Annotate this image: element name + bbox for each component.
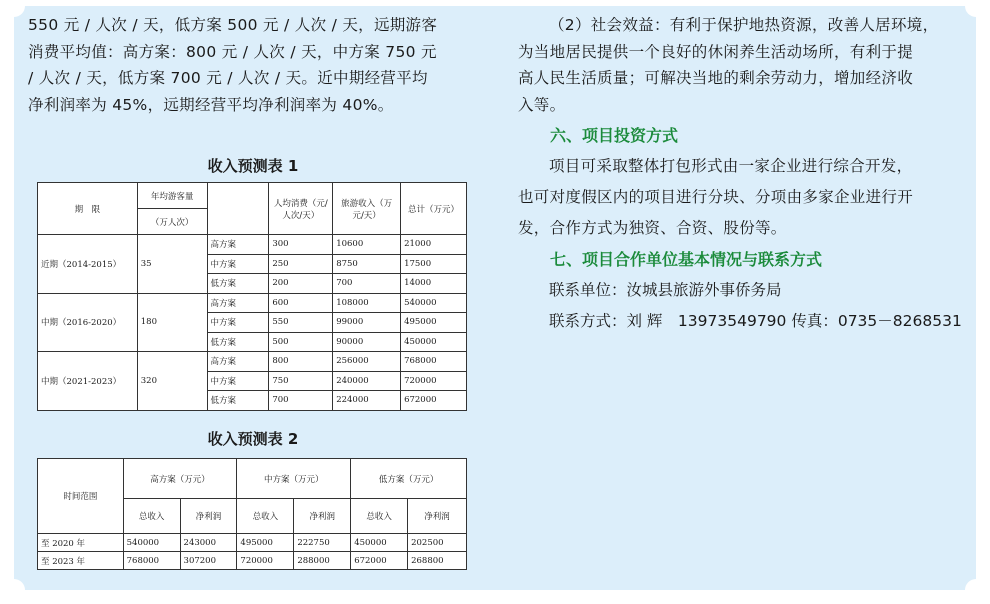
table-row [38,293,467,313]
header-tourism-income: 旅游收入（万元/天） [333,183,401,235]
value-cell: 243000 [180,534,237,552]
value-cell: 600 [269,293,333,313]
plan-cell: 低方案 [207,332,269,352]
header-profit: 净利润 [294,499,351,534]
value-cell: 108000 [333,293,401,313]
value-cell: 99000 [333,313,401,333]
value-cell: 224000 [333,391,401,411]
benefit-line: 入等。 [518,95,566,114]
value-cell: 14000 [401,274,467,294]
value-cell: 768000 [401,352,467,372]
social-benefit-paragraph [518,12,968,118]
plan-cell: 低方案 [207,391,269,411]
header-high-plan: 高方案（万元） [123,459,237,499]
value-cell: 90000 [333,332,401,352]
header-mid-plan: 中方案（万元） [237,459,351,499]
plan-cell: 中方案 [207,254,269,274]
value-cell: 720000 [237,552,294,570]
range-cell: 至 2020 年 [38,534,124,552]
section-heading-investment: 六、项目投资方式 [550,126,679,145]
header-income: 总收入 [237,499,294,534]
value-cell: 250 [269,254,333,274]
value-cell: 240000 [333,371,401,391]
value-cell: 300 [269,235,333,255]
income-forecast-table-2 [37,458,467,570]
header-total: 总计（万元） [401,183,467,235]
range-cell: 至 2023 年 [38,552,124,570]
header-profit: 净利润 [180,499,237,534]
value-cell: 700 [333,274,401,294]
value-cell: 256000 [333,352,401,372]
table-row [38,552,467,570]
value-cell: 222750 [294,534,351,552]
benefit-line: 为当地居民提供一个良好的休闲养生活动场所，有利于提 [518,42,914,61]
intro-line: / 人次 / 天，低方案 700 元 / 人次 / 天。近中期经营平均 [28,69,428,87]
plan-cell: 高方案 [207,293,269,313]
header-visitors-unit: （万人次） [137,209,207,235]
header-profit: 净利润 [408,499,467,534]
plan-cell: 低方案 [207,274,269,294]
value-cell: 450000 [401,332,467,352]
value-cell: 288000 [294,552,351,570]
benefit-line: （2）社会效益：有利于保护地热资源，改善人居环境， [549,16,939,34]
corner-notch-bottom-left [3,579,25,601]
plan-cell: 高方案 [207,352,269,372]
value-cell: 450000 [351,534,408,552]
value-cell: 700 [269,391,333,411]
invest-line: 发，合作方式为独资、合资、股份等。 [518,219,787,237]
value-cell: 268800 [408,552,467,570]
table-row [38,235,467,255]
invest-line: 也可对度假区内的项目进行分块、分项由多家企业进行开 [518,188,914,206]
table-row [38,534,467,552]
value-cell: 202500 [408,534,467,552]
invest-line: 项目可采取整体打包形式由一家企业进行综合开发， [549,157,913,175]
intro-line: 净利润率为 45%，远期经营平均净利润率为 40%。 [28,95,394,114]
value-cell: 495000 [401,313,467,333]
value-cell: 540000 [123,534,180,552]
table2-title: 收入预测表 2 [207,430,299,448]
value-cell: 672000 [401,391,467,411]
period-cell: 中期（2016-2020） [38,293,138,352]
header-income: 总收入 [351,499,408,534]
visitors-cell: 180 [137,293,207,352]
visitors-cell: 35 [137,235,207,294]
value-cell: 750 [269,371,333,391]
value-cell: 21000 [401,235,467,255]
value-cell: 550 [269,313,333,333]
table-row [38,352,467,372]
visitors-cell: 320 [137,352,207,411]
intro-line: 消费平均值：高方案：800 元 / 人次 / 天，中方案 750 元 [28,42,437,61]
corner-notch-bottom-right [965,579,987,601]
value-cell: 672000 [351,552,408,570]
intro-line: 550 元 / 人次 / 天，低方案 500 元 / 人次 / 天，远期游客 [28,16,438,34]
income-forecast-table-1 [37,182,467,411]
header-blank [207,183,269,235]
corner-notch-top-right [965,0,987,17]
plan-cell: 中方案 [207,371,269,391]
right-column [518,12,968,337]
value-cell: 200 [269,274,333,294]
contact-info: 联系方式：刘 辉 13973549790 传真：0735－8268531 [549,312,962,330]
value-cell: 495000 [237,534,294,552]
value-cell: 500 [269,332,333,352]
header-low-plan: 低方案（万元） [351,459,467,499]
tables-area [28,0,478,604]
value-cell: 10600 [333,235,401,255]
period-cell: 近期（2014-2015） [38,235,138,294]
value-cell: 800 [269,352,333,372]
header-time-range: 时间范围 [38,459,124,534]
header-period: 期 限 [38,183,138,235]
value-cell: 768000 [123,552,180,570]
value-cell: 540000 [401,293,467,313]
value-cell: 17500 [401,254,467,274]
value-cell: 307200 [180,552,237,570]
value-cell: 720000 [401,371,467,391]
investment-paragraph [518,151,968,244]
plan-cell: 中方案 [207,313,269,333]
plan-cell: 高方案 [207,235,269,255]
benefit-line: 高人民生活质量；可解决当地的剩余劳动力，增加经济收 [518,69,914,87]
period-cell: 中期（2021-2023） [38,352,138,411]
header-visitors: 年均游客量 [137,183,207,209]
section-heading-contact: 七、项目合作单位基本情况与联系方式 [550,250,823,269]
value-cell: 8750 [333,254,401,274]
contact-unit: 联系单位：汝城县旅游外事侨务局 [549,281,782,299]
table1-title: 收入预测表 1 [207,157,299,175]
header-income: 总收入 [123,499,180,534]
header-per-capita: 人均消费（元/人次/天） [269,183,333,235]
